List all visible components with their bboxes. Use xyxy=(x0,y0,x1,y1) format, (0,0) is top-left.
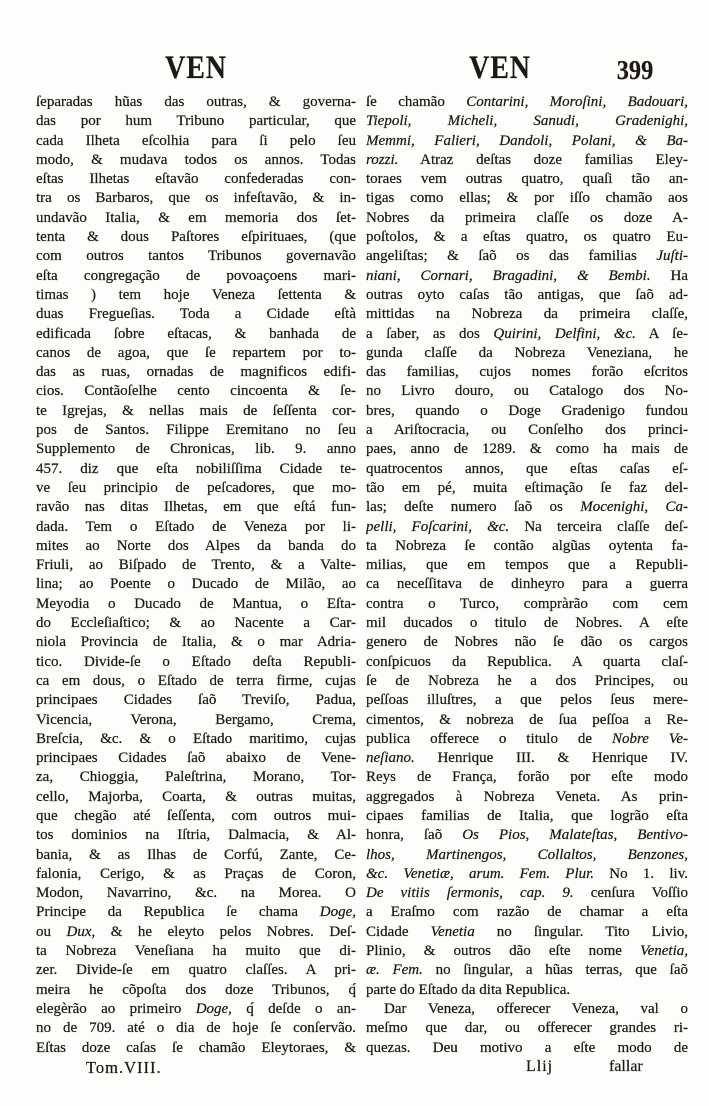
text-line: conſpicuos da Republica. A quarta claſ- xyxy=(366,653,688,670)
text-line: meſmo que dar, ou offerecer grandes ri- xyxy=(366,1020,688,1037)
text-line: modo, & mudava todos os annos. Todas xyxy=(36,151,356,168)
text-line: rozzi. Atraz deſtas doze familias Eley- xyxy=(366,151,688,168)
text-line: æ. Fem. no ſingular, a hũas terras, que ſaõ xyxy=(366,962,688,979)
text-line: das por hum Tribuno particular, que xyxy=(36,113,356,130)
text-line: cello, Majorba, Coarta, & outras muitas, xyxy=(36,788,356,805)
text-line: tenta & dous Paſtores eſpirituaes, (que xyxy=(36,229,356,246)
text-line: ou Dux, & he eleyto pelos Nobres. Deſ- xyxy=(36,923,356,940)
text-line: undavão Italia, & em memoria dos ſet- xyxy=(36,209,356,226)
text-line: angeliſtas; & ſaõ os das familias Juſti- xyxy=(366,248,688,265)
text-line: &c. Venetiæ, arum. Fem. Plur. No 1. liv. xyxy=(366,865,688,882)
text-line: ve ſeu principio de peſcadores, que mo- xyxy=(36,479,356,496)
text-line: Modon, Navarrino, &c. na Morea. O xyxy=(36,885,356,902)
text-line: mites ao Norte dos Alpes da banda do xyxy=(36,537,356,554)
text-line: ſe de Nobreza he a dos Principes, ou xyxy=(366,672,688,689)
text-line: toraes vem outras quatro, quaſi tão an- xyxy=(366,171,688,188)
text-line: ſe chamão Contarini, Moroſini, Badouari, xyxy=(366,94,688,110)
running-title-left: VEN xyxy=(165,50,227,86)
text-line: eſta congregação de povoaçoens mari- xyxy=(36,267,356,284)
text-line: quezas. Deu motivo a eſte modo de xyxy=(366,1039,688,1056)
text-line: gunda claſſe da Nobreza Veneziana, he xyxy=(366,344,688,361)
text-line: das as ruas, ornadas de magnificos edifi- xyxy=(36,364,356,381)
volume-footer: Tom.VIII. xyxy=(86,1057,162,1077)
text-columns xyxy=(36,93,688,1078)
text-line: quatrocentos annos, que eſtas caſas eſ- xyxy=(366,460,688,477)
text-line: ravão nas ditas Ilhetas, em que eſtá fun- xyxy=(36,499,356,516)
text-line: tão em pé, muita eſtimação ſe faz del- xyxy=(366,479,688,496)
text-line: Breſcia, &c. & o Eſtado maritimo, cujas xyxy=(36,730,356,747)
text-line: za, Chioggia, Paleſtrina, Morano, Tor- xyxy=(36,769,356,786)
text-line: Principe da Republica ſe chama Doge, xyxy=(36,904,356,921)
text-line: mittidas na Nobreza da primeira claſſe, xyxy=(366,306,688,323)
page-number: 399 xyxy=(616,55,654,85)
text-line: honra, ſaõ Os Pios, Malateſtas, Bentivo- xyxy=(366,827,688,844)
page-header xyxy=(0,50,709,92)
text-line: mil ducados o titulo de Nobres. A eſte xyxy=(366,615,688,632)
text-line: Supplemento de Chronicas, lib. 9. anno xyxy=(36,441,356,458)
text-line: meira he cõpoſta dos doze Tribunos, q́ xyxy=(36,981,356,998)
text-line: contra o Turco, compràrão com cem xyxy=(366,595,688,612)
text-line: peſſoas illuſtres, a que pelos ſeus mere- xyxy=(366,692,688,709)
text-line: cipaes familias de Italia, que logrão eſta xyxy=(366,807,688,824)
text-line: a ſaber, as dos Quirini, Delfini, &c. A ſe- xyxy=(366,325,688,342)
text-line: Cidade Venetia no ſingular. Tito Livio, xyxy=(366,923,688,940)
text-line: Memmi, Falieri, Dandoli, Polani, & Ba- xyxy=(366,132,688,149)
text-line: elegèrão ao primeiro Doge, q́ deſde o an- xyxy=(36,1000,356,1017)
catchword: fallar xyxy=(609,1057,643,1075)
text-line: tos dominios na Iſtria, Dalmacia, & Al- xyxy=(36,827,356,844)
text-line: cimentos, & nobreza de ſua peſſoa a Re- xyxy=(366,711,688,728)
text-line: cios. Contãoſelhe cento cincoenta & ſe- xyxy=(36,383,356,400)
text-line: genero de Nobres não ſe dão os cargos xyxy=(366,634,688,651)
text-line: Nobres da primeira claſſe os doze A- xyxy=(366,209,688,226)
text-line: Plinio, & outros dão eſte nome Venetia, xyxy=(366,943,688,960)
text-line: principaes Cidades ſaõ abaixo de Vene- xyxy=(36,750,356,767)
text-line: Reys de França, forão por eſte modo xyxy=(366,769,688,786)
text-line: tico. Divide-ſe o Eſtado deſta Republi- xyxy=(36,653,356,670)
text-line: no de 709. até o dia de hoje ſe conſervão. xyxy=(36,1020,356,1037)
text-line: ca em dous, o Eſtado de terra firme, cujas xyxy=(36,672,356,689)
text-line: no Livro douro, ou Catalogo dos No- xyxy=(366,383,688,400)
text-line: com outros tantos Tribunos governavão xyxy=(36,248,356,265)
text-line: dada. Tem o Eſtado de Veneza por li- xyxy=(36,518,356,535)
text-line: niani, Cornari, Bragadini, & Bembi. Ha xyxy=(366,267,688,284)
text-line: Meyodia o Ducado de Mantua, o Eſta- xyxy=(36,595,356,612)
text-line: Dar Veneza, offerecer Veneza, val o xyxy=(384,1000,688,1017)
text-line: paes, anno de 1289. & como ha mais de xyxy=(366,441,688,458)
text-line: eſtas Ilhetas eſtavão confederadas con- xyxy=(36,171,356,188)
text-line: das familias, cujos nomes forão eſcritos xyxy=(366,364,688,381)
right-column-text xyxy=(366,93,688,1058)
text-line: duas Fregueſias. Toda a Cidade eſtà xyxy=(36,306,356,323)
text-line: bania, & as Ilhas de Corfú, Zante, Ce- xyxy=(36,846,356,863)
text-line: Friuli, ao Biſpado de Trento, & a Valte- xyxy=(36,557,356,574)
text-line: De vitiis ſermonis, cap. 9. cenſura Voſſio xyxy=(366,885,688,902)
text-line: publica offerece o titulo de Nobre Ve- xyxy=(366,730,688,747)
text-line: falonia, Cerigo, & as Praças de Coron, xyxy=(36,865,356,882)
text-line: ta Nobreza ſe contão algũas oytenta fa- xyxy=(366,537,688,554)
right-column xyxy=(366,93,688,1078)
signature-line xyxy=(366,1058,688,1078)
text-line: ca neceſſitava de dinheyro para a guerra xyxy=(366,576,688,593)
text-line: tigas como ellas; & por iſſo chamão aos xyxy=(366,190,688,207)
text-line: bres, quando o Doge Gradenigo fundou xyxy=(366,402,688,419)
text-line: Tiepoli, Micheli, Sanudi, Gradenighi, xyxy=(366,113,688,130)
text-line: niola Provincia de Italia, & o mar Adria- xyxy=(36,634,356,651)
text-line: te Igrejas, & nellas mais de ſeſſenta cor- xyxy=(36,402,356,419)
running-title-right: VEN xyxy=(469,50,531,86)
text-line: ſeparadas hũas das outras, & governa- xyxy=(36,94,356,110)
text-line: lhos, Martinengos, Collaltos, Benzones, xyxy=(366,846,688,863)
text-line: zer. Divide-ſe em quatro claſſes. A pri- xyxy=(36,962,356,979)
text-line: lina; ao Poente o Ducado de Milão, ao xyxy=(36,576,356,593)
text-line: cada Ilheta eſcolhia para ſi pelo ſeu xyxy=(36,132,356,149)
text-line: tra os Barbaros, que os infeſtavão, & in- xyxy=(36,190,356,207)
text-line: pos de Santos. Filippe Eremitano no ſeu xyxy=(36,422,356,439)
left-column-text xyxy=(36,93,356,1058)
left-column xyxy=(36,93,356,1078)
text-line: a Ariſtocracia, ou Conſelho dos princi- xyxy=(366,422,688,439)
text-line: edificada ſobre eſtacas, & banhada de xyxy=(36,325,356,342)
text-line: parte do Eſtado da dita Republica. xyxy=(366,981,571,998)
text-line: ta Nobreza Veneſiana ha muito que di- xyxy=(36,943,356,960)
text-line: las; deſte numero ſaõ os Mocenighi, Ca- xyxy=(366,499,688,516)
text-line: poſtolos, & a eſtas quatro, os quatro Eu- xyxy=(366,229,688,246)
text-line: do Eccleſiaſtico; & ao Nacente a Car- xyxy=(36,615,356,632)
text-line: principaes Cidades ſaõ Treviſo, Padua, xyxy=(36,692,356,709)
text-line: 457. diz que eſta nobiliſſima Cidade te- xyxy=(36,460,356,477)
text-line: timas ) tem hoje Veneza ſettenta & xyxy=(36,286,356,303)
text-line: outras oyto caſas tão antigas, que ſaõ ad- xyxy=(366,286,688,303)
text-line: neſiano. Henrique III. & Henrique IV. xyxy=(366,750,688,767)
text-line: aggregados à Nobreza Veneta. As prin- xyxy=(366,788,688,805)
text-line: que chegão até ſeſſenta, com outros mui- xyxy=(36,807,356,824)
text-line: milias, que em tempos que a Republi- xyxy=(366,557,688,574)
text-line: canos de agoa, que ſe repartem por to- xyxy=(36,344,356,361)
text-line: Eſtas doze caſas ſe chamão Eleytoraes, & xyxy=(36,1039,356,1056)
text-line: Vicencia, Verona, Bergamo, Crema, xyxy=(36,711,356,728)
text-line: pelli, Foſcarini, &c. Na terceira claſſe deſ- xyxy=(366,518,688,535)
signature-mark: Llij xyxy=(526,1057,554,1075)
text-line: a Eraſmo com razão de chamar a eſta xyxy=(366,904,688,921)
